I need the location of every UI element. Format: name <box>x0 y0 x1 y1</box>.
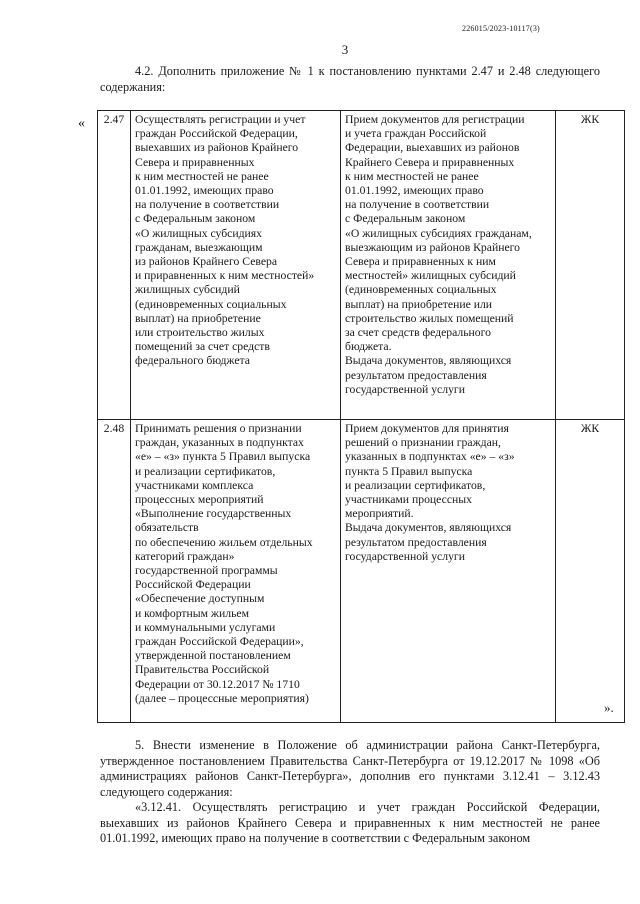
amendment-table <box>97 110 625 723</box>
text-line: помещений за счет средств <box>135 340 270 354</box>
text-line: и реализации сертификатов, <box>135 464 276 478</box>
item-number-cell: 2.48 <box>98 420 131 723</box>
intro-section <box>100 64 600 95</box>
text-line: категорий граждан» <box>135 549 235 563</box>
text-line: на получение в соответствии <box>135 198 280 212</box>
text-line: Российской Федерации <box>135 578 251 592</box>
text-line: 01.01.1992, имеющих право <box>135 184 274 198</box>
text-line: «О жилищных субсидиях <box>135 226 263 240</box>
text-line: строительство жилых помещений <box>345 311 514 325</box>
text-line: граждан, указанных в подпунктах <box>135 436 304 450</box>
text-line: с Федеральным законом <box>345 212 466 226</box>
text-line: указанных в подпунктах «е» – «з» <box>345 450 515 464</box>
text-line: граждан Российской Федерации, <box>135 127 298 141</box>
text-line: по обеспечению жильем отдельных <box>135 535 313 549</box>
text-line: выезжающим из районов Крайнего <box>345 240 521 254</box>
text-line: государственной программы <box>135 564 278 578</box>
text-line: и комфортным жильем <box>135 606 249 620</box>
text-line: и реализации сертификатов, <box>345 478 486 492</box>
closing-quote-mark: ». <box>604 700 614 715</box>
opening-quote-mark: « <box>78 116 85 131</box>
text-line: «О жилищных субсидиях гражданам, <box>345 226 532 240</box>
text-line: государственной услуги <box>345 382 465 396</box>
text-line: 01.01.1992, имеющих право <box>345 184 484 198</box>
text-line: Выдача документов, являющихся <box>345 521 512 535</box>
text-line: и учета граждан Российской <box>345 127 487 141</box>
section-5 <box>100 738 600 847</box>
text-line: участниками комплекса <box>135 478 254 492</box>
text-line: или строительство жилых <box>135 326 265 340</box>
text-line: местностей» жилищных субсидий <box>345 269 516 283</box>
text-line: гражданам, выезжающим <box>135 240 263 254</box>
text-line: утвержденной постановлением <box>135 649 291 663</box>
text-line: результатом предоставления <box>345 535 487 549</box>
section-5-paragraph: 5. Внести изменение в Положение об администрации района Санкт-Петербурга, утвержденное постановлением Правительства Санкт-Петербурга от 19.12.2017 № 1098 «Об администрациях районов Санкт-Петербурга», дополнив его пунктами 3.12.41 – 3.12.43 следующего содержания: <box>100 738 600 799</box>
text-line: (далее – процессные мероприятия) <box>135 691 309 705</box>
page-number: 3 <box>341 42 349 57</box>
text-line: результатом предоставления <box>345 368 487 382</box>
text-line: процессных мероприятий <box>135 493 264 507</box>
text-line: выплат) на приобретение <box>135 311 261 325</box>
text-line: граждан Российской Федерации», <box>135 635 304 649</box>
text-line: выплат) на приобретение или <box>345 297 493 311</box>
text-line: Прием документов для регистрации <box>345 113 525 126</box>
text-line: Осуществлять регистрации и учет <box>135 113 306 126</box>
text-line: к ним местностей не ранее <box>345 169 479 183</box>
text-line: бюджета. <box>345 340 392 354</box>
text-line: Крайнего Севера и приравненных <box>345 155 515 169</box>
text-line: выехавших из районов Крайнего <box>135 141 299 155</box>
text-line: к ним местностей не ранее <box>135 169 269 183</box>
text-line: за счет средств федерального <box>345 326 492 340</box>
function-description-cell <box>131 420 341 723</box>
procedure-description-cell <box>341 420 556 723</box>
text-line: и приравненных к ним местностей» <box>135 269 315 283</box>
text-line: «Обеспечение доступным <box>135 592 265 606</box>
intro-paragraph: 4.2. Дополнить приложение № 1 к постановлению пунктами 2.47 и 2.48 следующего содержания: <box>100 64 600 94</box>
text-line: мероприятий. <box>345 507 414 521</box>
text-line: (единовременных социальных <box>345 283 497 297</box>
code-cell: ЖК <box>556 111 625 420</box>
text-line: государственной услуги <box>345 549 465 563</box>
text-line: «Выполнение государственных <box>135 507 292 521</box>
text-line: Федерации, выехавших из районов <box>345 141 520 155</box>
text-line: участниками процессных <box>345 493 472 507</box>
text-line: Севера и приравненных <box>135 155 255 169</box>
table-row-2-47 <box>98 111 625 420</box>
text-line: обязательств <box>135 521 199 535</box>
text-line: на получение в соответствии <box>345 198 490 212</box>
text-line: (единовременных социальных <box>135 297 287 311</box>
item-number-cell: 2.47 <box>98 111 131 420</box>
text-line: пункта 5 Правил выпуска <box>345 464 473 478</box>
text-line: Выдача документов, являющихся <box>345 354 512 368</box>
text-line: Прием документов для принятия <box>345 422 509 435</box>
document-number: 226015/2023-10117(3) <box>462 24 540 33</box>
text-line: с Федеральным законом <box>135 212 256 226</box>
procedure-description-cell <box>341 111 556 420</box>
text-line: федерального бюджета <box>135 354 250 368</box>
text-line: Принимать решения о признании <box>135 422 302 435</box>
text-line: из районов Крайнего Севера <box>135 255 278 269</box>
text-line: Правительства Российской <box>135 663 270 677</box>
code-cell: ЖК <box>556 420 625 723</box>
text-line: Севера и приравненных к ним <box>345 255 496 269</box>
function-description-cell <box>131 111 341 420</box>
text-line: решений о признании граждан, <box>345 436 501 450</box>
text-line: жилищных субсидий <box>135 283 240 297</box>
text-line: Федерации от 30.12.2017 № 1710 <box>135 677 300 691</box>
text-line: «е» – «з» пункта 5 Правил выпуска <box>135 450 311 464</box>
table-row-2-48 <box>98 420 625 723</box>
section-5-item: «3.12.41. Осуществлять регистрацию и учет граждан Российской Федерации, выехавших из районов Крайнего Севера и приравненных к ним местностей не ранее 01.01.1992, имеющих право на получение в соответствии с Федеральным законом <box>100 800 600 845</box>
text-line: и коммунальными услугами <box>135 620 276 634</box>
